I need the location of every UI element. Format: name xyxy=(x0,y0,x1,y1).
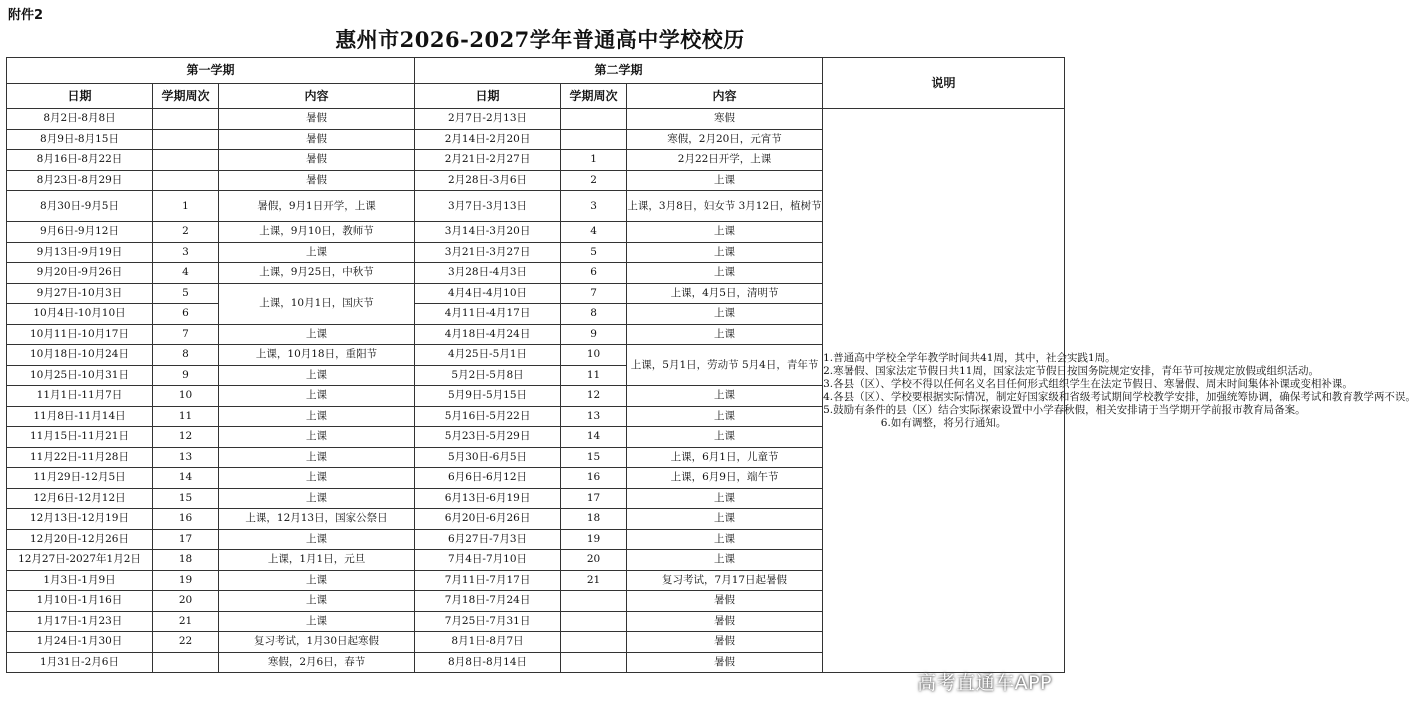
sem2-week-cell: 7 xyxy=(561,283,627,304)
sem2-week-cell: 8 xyxy=(561,304,627,325)
sem1-week-cell: 21 xyxy=(153,611,219,632)
sem2-week-cell: 9 xyxy=(561,324,627,345)
sem2-content-cell: 上课 xyxy=(627,263,823,284)
sem1-week-cell: 6 xyxy=(153,304,219,325)
notes-header: 说明 xyxy=(823,58,1065,109)
sem1-content-cell: 寒假，2月6日，春节 xyxy=(219,652,415,673)
sem2-week-cell: 3 xyxy=(561,191,627,222)
sem2-date-cell: 2月21日-2月27日 xyxy=(415,150,561,171)
attachment-label: 附件2 xyxy=(8,8,44,23)
sem2-date-cell: 7月25日-7月31日 xyxy=(415,611,561,632)
sem2-content-cell: 上课 xyxy=(627,242,823,263)
sem2-week-cell: 12 xyxy=(561,386,627,407)
sem2-week-cell xyxy=(561,109,627,130)
sem2-content-cell: 暑假 xyxy=(627,632,823,653)
sem1-date-header: 日期 xyxy=(7,84,153,109)
table-row xyxy=(7,109,1065,130)
sem1-week-cell: 8 xyxy=(153,345,219,366)
sem2-date-cell: 4月11日-4月17日 xyxy=(415,304,561,325)
sem1-date-cell: 8月9日-8月15日 xyxy=(7,129,153,150)
sem2-content-cell: 上课 xyxy=(627,406,823,427)
sem2-content-cell: 上课，5月1日，劳动节 5月4日，青年节 xyxy=(627,345,823,386)
sem1-week-cell: 10 xyxy=(153,386,219,407)
sem1-week-cell: 22 xyxy=(153,632,219,653)
sem2-content-cell: 上课，4月5日，清明节 xyxy=(627,283,823,304)
sem2-date-cell: 8月8日-8月14日 xyxy=(415,652,561,673)
sem2-content-cell: 暑假 xyxy=(627,652,823,673)
sem2-date-cell: 4月25日-5月1日 xyxy=(415,345,561,366)
sem1-date-cell: 11月29日-12月5日 xyxy=(7,468,153,489)
sem1-week-cell: 17 xyxy=(153,529,219,550)
sem2-content-cell: 上课 xyxy=(627,386,823,407)
sem1-content-cell: 上课 xyxy=(219,365,415,386)
sem2-week-cell xyxy=(561,591,627,612)
sem2-week-cell: 2 xyxy=(561,170,627,191)
sem2-content-cell: 寒假 xyxy=(627,109,823,130)
sem1-content-cell: 上课 xyxy=(219,611,415,632)
note-item: 4.各县（区）、学校要根据实际情况，制定好国家级和省级考试期间学校教学安排，加强统筹协调，确保考试和教育教学两不误。 xyxy=(823,390,1416,403)
sem1-content-cell: 暑假 xyxy=(219,170,415,191)
sem1-week-cell xyxy=(153,129,219,150)
sem1-week-cell: 20 xyxy=(153,591,219,612)
sem2-content-cell: 上课 xyxy=(627,550,823,571)
sem1-week-cell: 11 xyxy=(153,406,219,427)
sem2-date-cell: 5月9日-5月15日 xyxy=(415,386,561,407)
sem1-date-cell: 12月27日-2027年1月2日 xyxy=(7,550,153,571)
sem2-week-cell: 11 xyxy=(561,365,627,386)
sem1-week-cell xyxy=(153,150,219,171)
sem2-date-cell: 6月20日-6月26日 xyxy=(415,509,561,530)
sem1-content-cell: 上课 xyxy=(219,570,415,591)
sem1-week-cell: 15 xyxy=(153,488,219,509)
sem2-date-cell: 4月4日-4月10日 xyxy=(415,283,561,304)
sem2-date-cell: 6月6日-6月12日 xyxy=(415,468,561,489)
sem1-content-cell: 上课，1月1日，元旦 xyxy=(219,550,415,571)
sem2-week-cell: 14 xyxy=(561,427,627,448)
sem2-content-cell: 上课 xyxy=(627,427,823,448)
sem1-date-cell: 12月20日-12月26日 xyxy=(7,529,153,550)
sem2-week-cell xyxy=(561,129,627,150)
sem2-week-cell xyxy=(561,611,627,632)
note-item: 5.鼓励有条件的县（区）结合实际探索设置中小学春秋假，相关安排请于当学期开学前报市教育局备案。 xyxy=(823,403,1306,416)
sem1-date-cell: 10月25日-10月31日 xyxy=(7,365,153,386)
sem1-content-cell: 复习考试，1月30日起寒假 xyxy=(219,632,415,653)
sem2-content-cell: 上课 xyxy=(627,304,823,325)
sem1-date-cell: 10月4日-10月10日 xyxy=(7,304,153,325)
sem1-week-cell: 19 xyxy=(153,570,219,591)
sem2-date-cell: 3月7日-3月13日 xyxy=(415,191,561,222)
sem2-date-cell: 3月14日-3月20日 xyxy=(415,222,561,243)
watermark: 高考直通车APP xyxy=(917,672,1052,694)
sem1-date-cell: 1月3日-1月9日 xyxy=(7,570,153,591)
sem2-date-cell: 5月30日-6月5日 xyxy=(415,447,561,468)
sem1-date-cell: 8月16日-8月22日 xyxy=(7,150,153,171)
sem2-date-cell: 7月4日-7月10日 xyxy=(415,550,561,571)
sem2-content-cell: 2月22日开学，上课 xyxy=(627,150,823,171)
sem2-week-cell: 19 xyxy=(561,529,627,550)
sem1-date-cell: 9月20日-9月26日 xyxy=(7,263,153,284)
sem2-week-cell: 21 xyxy=(561,570,627,591)
sem2-header: 第二学期 xyxy=(415,58,823,84)
sem2-content-cell: 上课，6月9日，端午节 xyxy=(627,468,823,489)
sem1-week-cell xyxy=(153,652,219,673)
sem2-date-cell: 7月11日-7月17日 xyxy=(415,570,561,591)
sem1-content-cell: 上课 xyxy=(219,447,415,468)
sem1-content-cell: 上课，10月18日，重阳节 xyxy=(219,345,415,366)
sem1-content-cell: 上课 xyxy=(219,591,415,612)
sem1-content-cell: 上课 xyxy=(219,386,415,407)
sem1-week-cell: 13 xyxy=(153,447,219,468)
sem2-date-cell: 8月1日-8月7日 xyxy=(415,632,561,653)
sem1-content-cell: 上课 xyxy=(219,324,415,345)
sem2-content-cell: 上课，6月1日，儿童节 xyxy=(627,447,823,468)
page-title: 惠州市2026-2027学年普通高中学校校历 xyxy=(335,27,745,52)
sem1-week-cell: 1 xyxy=(153,191,219,222)
sem2-date-cell: 6月13日-6月19日 xyxy=(415,488,561,509)
sem1-date-cell: 12月13日-12月19日 xyxy=(7,509,153,530)
sem2-date-cell: 5月16日-5月22日 xyxy=(415,406,561,427)
sem2-content-cell: 上课 xyxy=(627,324,823,345)
sem1-date-cell: 9月13日-9月19日 xyxy=(7,242,153,263)
sem1-date-cell: 8月2日-8月8日 xyxy=(7,109,153,130)
sem1-date-cell: 1月24日-1月30日 xyxy=(7,632,153,653)
sem1-week-cell: 18 xyxy=(153,550,219,571)
sem1-week-cell: 16 xyxy=(153,509,219,530)
sem1-date-cell: 11月1日-11月7日 xyxy=(7,386,153,407)
sem2-date-cell: 5月2日-5月8日 xyxy=(415,365,561,386)
sem2-date-cell: 6月27日-7月3日 xyxy=(415,529,561,550)
sem2-date-cell: 2月14日-2月20日 xyxy=(415,129,561,150)
sem2-week-cell: 1 xyxy=(561,150,627,171)
calendar-table xyxy=(6,57,1416,673)
sem1-week-header: 学期周次 xyxy=(153,84,219,109)
sem1-content-cell: 上课 xyxy=(219,468,415,489)
sem1-week-cell: 5 xyxy=(153,283,219,304)
sem2-content-cell: 上课 xyxy=(627,488,823,509)
sem1-date-cell: 10月11日-10月17日 xyxy=(7,324,153,345)
sem1-date-cell: 12月6日-12月12日 xyxy=(7,488,153,509)
sem2-week-cell: 4 xyxy=(561,222,627,243)
note-item: 1.普通高中学校全学年教学时间共41周，其中，社会实践1周。 xyxy=(823,351,1116,364)
sem1-content-header: 内容 xyxy=(219,84,415,109)
sem2-date-cell: 3月21日-3月27日 xyxy=(415,242,561,263)
note-item: 2.寒暑假、国家法定节假日共11周，国家法定节假日按国务院规定安排，青年节可按规定放假或组织活动。 xyxy=(823,364,1319,377)
sem2-content-cell: 上课 xyxy=(627,529,823,550)
sem2-content-cell: 上课 xyxy=(627,222,823,243)
sem1-date-cell: 11月15日-11月21日 xyxy=(7,427,153,448)
sem2-content-cell: 上课 xyxy=(627,170,823,191)
sem2-content-header: 内容 xyxy=(627,84,823,109)
note-item: 6.如有调整，将另行通知。 xyxy=(880,416,1007,429)
sem2-week-cell: 17 xyxy=(561,488,627,509)
sem2-week-cell: 16 xyxy=(561,468,627,489)
sem1-date-cell: 11月22日-11月28日 xyxy=(7,447,153,468)
note-item: 3.各县（区）、学校不得以任何名义名目任何形式组织学生在法定节假日、寒暑假、周末时间集体补课或变相补课。 xyxy=(823,377,1353,390)
sem1-week-cell: 7 xyxy=(153,324,219,345)
sem1-week-cell xyxy=(153,109,219,130)
sem2-week-cell: 10 xyxy=(561,345,627,366)
sem1-date-cell: 1月31日-2月6日 xyxy=(7,652,153,673)
sem1-content-cell: 上课 xyxy=(219,427,415,448)
sem1-content-cell: 上课，10月1日，国庆节 xyxy=(219,283,415,324)
sem2-content-cell: 暑假 xyxy=(627,591,823,612)
sem2-week-cell: 18 xyxy=(561,509,627,530)
sem2-content-cell: 复习考试，7月17日起暑假 xyxy=(627,570,823,591)
notes-cell xyxy=(823,109,1416,673)
sem1-content-cell: 上课 xyxy=(219,488,415,509)
sem2-content-cell: 寒假，2月20日，元宵节 xyxy=(627,129,823,150)
sem1-date-cell: 11月8日-11月14日 xyxy=(7,406,153,427)
sem1-content-cell: 上课 xyxy=(219,529,415,550)
sem2-week-cell xyxy=(561,652,627,673)
sem1-date-cell: 8月23日-8月29日 xyxy=(7,170,153,191)
sem1-week-cell: 2 xyxy=(153,222,219,243)
sem1-content-cell: 上课，9月10日，教师节 xyxy=(219,222,415,243)
sem1-date-cell: 9月6日-9月12日 xyxy=(7,222,153,243)
sem2-date-cell: 4月18日-4月24日 xyxy=(415,324,561,345)
sem2-week-header: 学期周次 xyxy=(561,84,627,109)
sem1-week-cell: 3 xyxy=(153,242,219,263)
sem2-week-cell: 15 xyxy=(561,447,627,468)
sem2-date-header: 日期 xyxy=(415,84,561,109)
sem1-date-cell: 1月17日-1月23日 xyxy=(7,611,153,632)
sem1-header: 第一学期 xyxy=(7,58,415,84)
sem1-week-cell: 12 xyxy=(153,427,219,448)
sem1-week-cell xyxy=(153,170,219,191)
sem1-content-cell: 上课 xyxy=(219,406,415,427)
sem2-content-cell: 上课，3月8日，妇女节 3月12日，植树节 xyxy=(627,191,823,222)
sem1-date-cell: 9月27日-10月3日 xyxy=(7,283,153,304)
sem1-week-cell: 4 xyxy=(153,263,219,284)
sem2-content-cell: 上课 xyxy=(627,509,823,530)
sem1-content-cell: 暑假 xyxy=(219,129,415,150)
sem2-date-cell: 5月23日-5月29日 xyxy=(415,427,561,448)
sem2-week-cell: 13 xyxy=(561,406,627,427)
sem1-content-cell: 暑假，9月1日开学，上课 xyxy=(219,191,415,222)
sem1-content-cell: 上课，9月25日，中秋节 xyxy=(219,263,415,284)
sem2-week-cell: 6 xyxy=(561,263,627,284)
sem1-content-cell: 上课，12月13日，国家公祭日 xyxy=(219,509,415,530)
sem1-content-cell: 暑假 xyxy=(219,150,415,171)
sem2-date-cell: 2月28日-3月6日 xyxy=(415,170,561,191)
sem1-date-cell: 8月30日-9月5日 xyxy=(7,191,153,222)
sem1-date-cell: 10月18日-10月24日 xyxy=(7,345,153,366)
sem1-week-cell: 14 xyxy=(153,468,219,489)
sem2-date-cell: 3月28日-4月3日 xyxy=(415,263,561,284)
sem2-date-cell: 7月18日-7月24日 xyxy=(415,591,561,612)
sem2-week-cell xyxy=(561,632,627,653)
sem1-date-cell: 1月10日-1月16日 xyxy=(7,591,153,612)
sem1-week-cell: 9 xyxy=(153,365,219,386)
sem1-content-cell: 上课 xyxy=(219,242,415,263)
calendar-body xyxy=(7,109,1416,673)
sem2-week-cell: 5 xyxy=(561,242,627,263)
sem2-week-cell: 20 xyxy=(561,550,627,571)
sem2-date-cell: 2月7日-2月13日 xyxy=(415,109,561,130)
sem2-content-cell: 暑假 xyxy=(627,611,823,632)
sem1-content-cell: 暑假 xyxy=(219,109,415,130)
